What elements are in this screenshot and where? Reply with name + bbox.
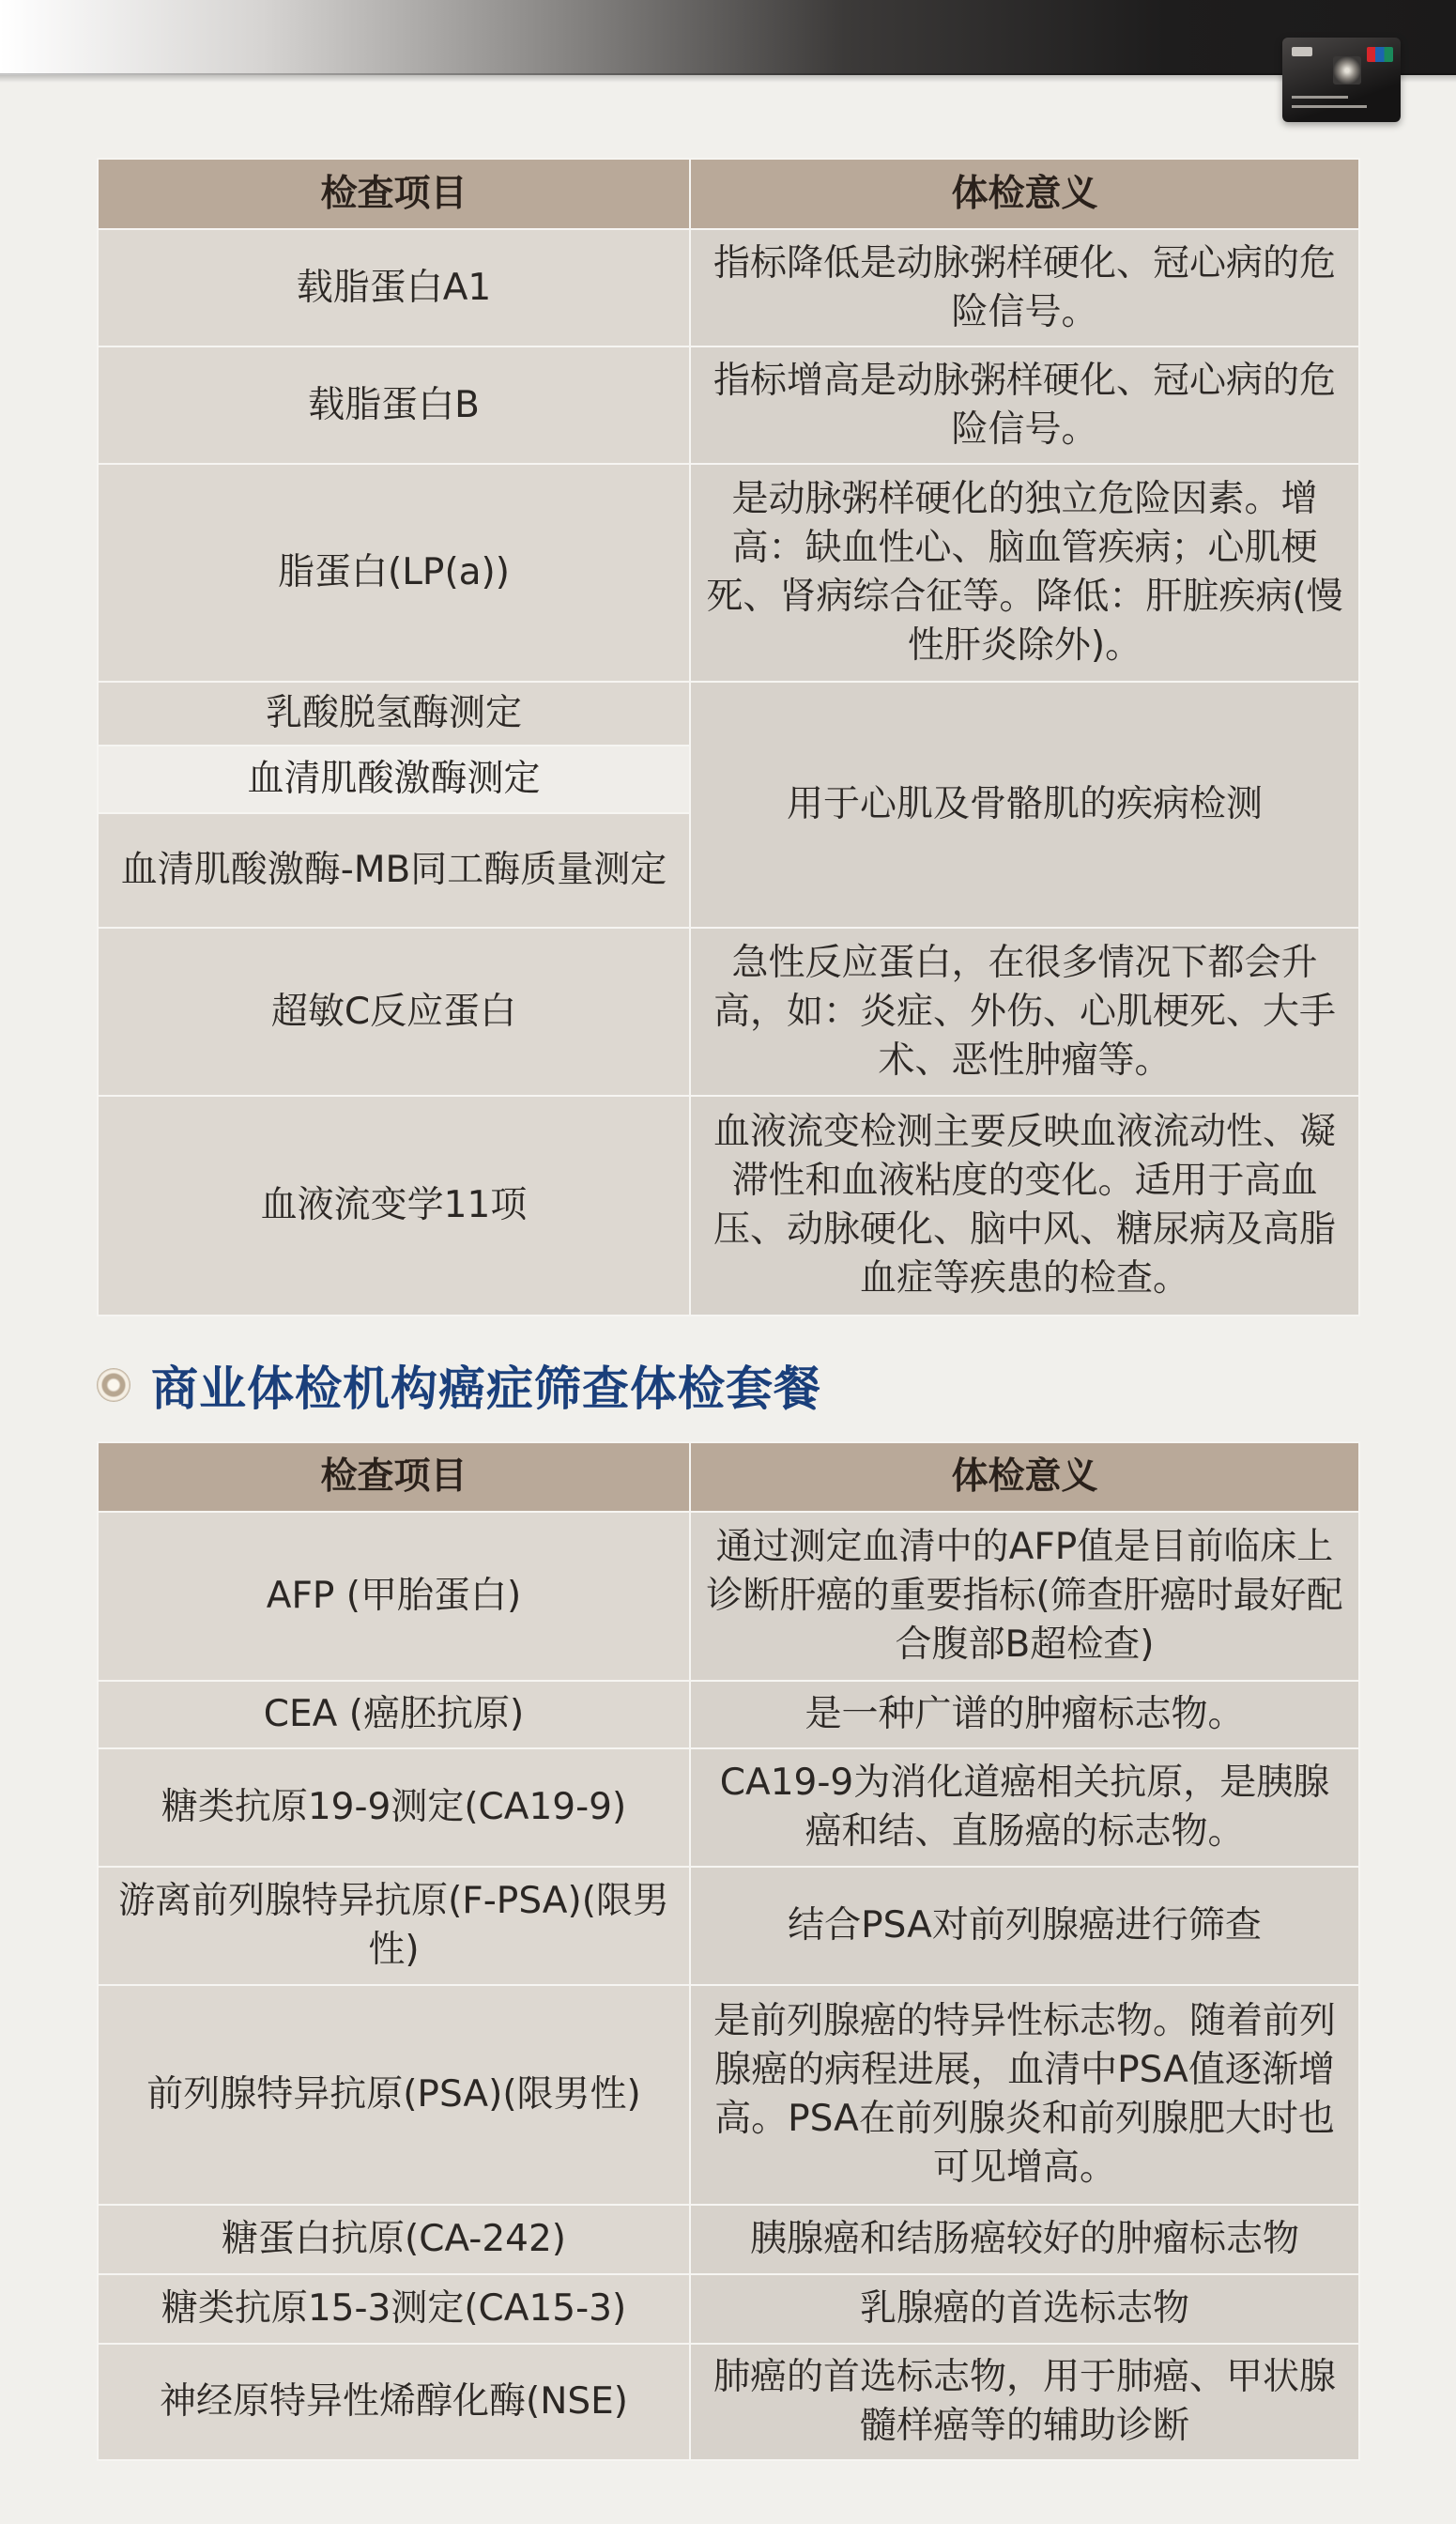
table-header-row	[98, 1442, 1359, 1512]
bank-card-icon	[1282, 38, 1401, 122]
test-item: 超敏C反应蛋白	[98, 928, 690, 1096]
bank-logo-icon	[1292, 47, 1312, 56]
test-item: 糖类抗原15-3测定(CA15-3)	[98, 2274, 690, 2344]
test-meaning: 血液流变检测主要反映血液流动性、凝滞性和血液粘度的变化。适用于高血压、动脉硬化、脑中风、糖尿病及高脂血症等疾患的检查。	[690, 1096, 1359, 1316]
test-meaning: 乳腺癌的首选标志物	[690, 2274, 1359, 2344]
test-item: 糖蛋白抗原(CA-242)	[98, 2205, 690, 2274]
section-heading	[97, 1352, 821, 1418]
test-item: 血液流变学11项	[98, 1096, 690, 1316]
column-header-meaning: 体检意义	[690, 159, 1359, 229]
header-shadow	[0, 73, 1456, 83]
bullet-icon	[97, 1368, 130, 1402]
test-item: 载脂蛋白A1	[98, 229, 690, 346]
card-text-line	[1292, 96, 1348, 99]
test-meaning: 用于心肌及骨骼肌的疾病检测	[690, 682, 1359, 928]
test-meaning: 通过测定血清中的AFP值是目前临床上诊断肝癌的重要指标(筛查肝癌时最好配合腹部B超检查)	[690, 1512, 1359, 1681]
table-row	[98, 1867, 1359, 1985]
test-item: 前列腺特异抗原(PSA)(限男性)	[98, 1985, 690, 2205]
table-row	[98, 464, 1359, 682]
test-meaning: 是动脉粥样硬化的独立危险因素。增高：缺血性心、脑血管疾病；心肌梗死、肾病综合征等。降低：肝脏疾病(慢性肝炎除外)。	[690, 464, 1359, 682]
table-header-row	[98, 159, 1359, 229]
column-header-item: 检查项目	[98, 159, 690, 229]
test-meaning: 指标增高是动脉粥样硬化、冠心病的危险信号。	[690, 346, 1359, 464]
test-meaning: 急性反应蛋白，在很多情况下都会升高，如：炎症、外伤、心肌梗死、大手术、恶性肿瘤等。	[690, 928, 1359, 1096]
test-meaning: 肺癌的首选标志物，用于肺癌、甲状腺髓样癌等的辅助诊断	[690, 2344, 1359, 2460]
test-item: 脂蛋白(LP(a))	[98, 464, 690, 682]
test-meaning: 结合PSA对前列腺癌进行筛查	[690, 1867, 1359, 1985]
test-item: AFP (甲胎蛋白)	[98, 1512, 690, 1681]
test-meaning: 是前列腺癌的特异性标志物。随着前列腺癌的病程进展，血清中PSA值逐渐增高。PSA在前列腺炎和前列腺肥大时也可见增高。	[690, 1985, 1359, 2205]
test-meaning: 是一种广谱的肿瘤标志物。	[690, 1681, 1359, 1748]
table-row	[98, 1096, 1359, 1316]
test-item: 神经原特异性烯醇化酶(NSE)	[98, 2344, 690, 2460]
test-item: 载脂蛋白B	[98, 346, 690, 464]
test-meaning: 胰腺癌和结肠癌较好的肿瘤标志物	[690, 2205, 1359, 2274]
column-header-meaning: 体检意义	[690, 1442, 1359, 1512]
header-band	[0, 0, 1456, 75]
table-row	[98, 2344, 1359, 2460]
card-emblem-icon	[1333, 56, 1361, 85]
table-row	[98, 346, 1359, 464]
table-row	[98, 1748, 1359, 1867]
table-row	[98, 1512, 1359, 1681]
table-row	[98, 682, 1359, 746]
table-row	[98, 1985, 1359, 2205]
cancer-screening-table	[97, 1441, 1360, 2461]
test-item: 糖类抗原19-9测定(CA19-9)	[98, 1748, 690, 1867]
test-item: 游离前列腺特异抗原(F-PSA)(限男性)	[98, 1867, 690, 1985]
column-header-item: 检查项目	[98, 1442, 690, 1512]
test-meaning: CA19-9为消化道癌相关抗原，是胰腺癌和结、直肠癌的标志物。	[690, 1748, 1359, 1867]
unionpay-logo-icon	[1367, 47, 1393, 62]
card-text-line	[1292, 105, 1367, 108]
table-row	[98, 2274, 1359, 2344]
lipid-tests-table	[97, 158, 1360, 1316]
table-row	[98, 2205, 1359, 2274]
test-meaning: 指标降低是动脉粥样硬化、冠心病的危险信号。	[690, 229, 1359, 346]
section-title: 商业体检机构癌症筛查体检套餐	[151, 1362, 821, 1416]
table-row	[98, 229, 1359, 346]
test-item: 血清肌酸激酶测定	[98, 746, 690, 813]
table-row	[98, 928, 1359, 1096]
test-item: 血清肌酸激酶-MB同工酶质量测定	[98, 813, 690, 928]
test-item: 乳酸脱氢酶测定	[98, 682, 690, 746]
table-row	[98, 1681, 1359, 1748]
test-item: CEA (癌胚抗原)	[98, 1681, 690, 1748]
